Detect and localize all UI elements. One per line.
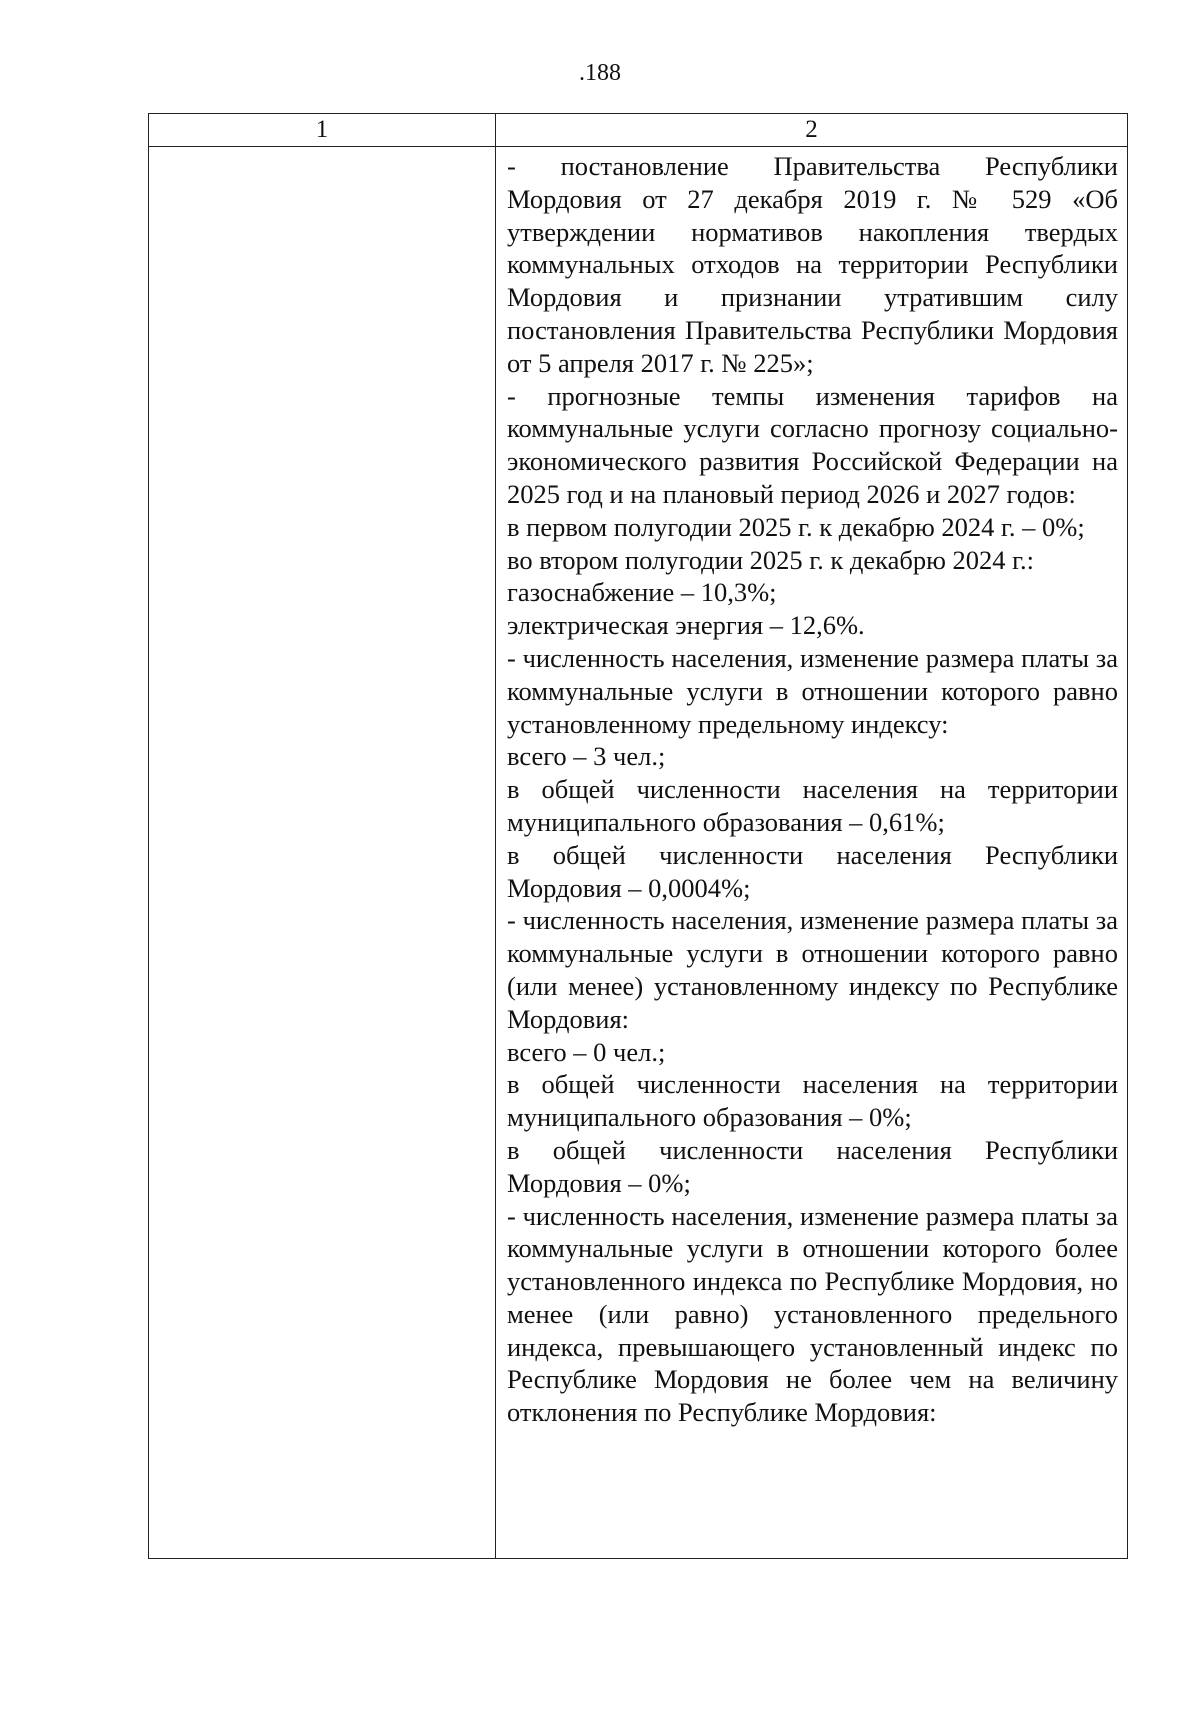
page-number: .188 (579, 60, 621, 86)
paragraph-municipal-share-1: в общей численности населения на территории муниципального образования – 0,61%; (507, 774, 1118, 837)
paragraph-total-0: всего – 0 чел.; (507, 1036, 666, 1067)
column-header-2: 2 (496, 114, 1128, 147)
table-header-row (149, 114, 1128, 147)
table-row (149, 147, 1128, 1559)
paragraph-first-half: в первом полугодии 2025 г. к декабрю 2024 г. – 0%; (507, 511, 1085, 542)
paragraph-tariff-forecast: - прогнозные темпы изменения тарифов на коммунальные услуги согласно прогнозу социально-экономического развития Российской Федерации на 2025 год и на плановый период 2026 и 2027 годов: (507, 380, 1118, 509)
paragraph-population-equal-or-less: - численность населения, изменение размера платы за коммунальные услуги в отношении которого равно (или менее) установленному индексу по Республике Мордовия: (507, 905, 1118, 1034)
column-1-cell (149, 147, 496, 1559)
paragraph-republic-share-1: в общей численности населения Республики Мордовия – 0,0004%; (507, 839, 1118, 903)
paragraph-population-above-index: - численность населения, изменение размера платы за коммунальные услуги в отношении которого более установленного индекса по Республике Мордовия, но менее (или равно) установленного предельного индекса, превышающего установленный индекс по Республике Мордовия не более чем на величину отклонения по Республике Мордовия: (507, 1200, 1118, 1428)
paragraph-second-half: во втором полугодии 2025 г. к декабрю 2024 г.: (507, 544, 1035, 575)
paragraph-municipal-share-2: в общей численности населения на территории муниципального образования – 0%; (507, 1069, 1118, 1133)
column-2-cell (496, 147, 1128, 1559)
column-header-1: 1 (149, 114, 496, 147)
document-table (148, 113, 1128, 1559)
paragraph-gas: газоснабжение – 10,3%; (507, 577, 777, 608)
paragraph-electricity: электрическая энергия – 12,6%. (507, 610, 865, 641)
paragraph-republic-share-2: в общей численности населения Республики Мордовия – 0%; (507, 1134, 1118, 1198)
paragraph-total-3: всего – 3 чел.; (507, 741, 666, 772)
paragraph-decree: - постановление Правительства Республики Мордовия от 27 декабря 2019 г. № 529 «Об утверждении нормативов накопления твердых коммунальных отходов на территории Республики Мордовия и признании утратившим силу постановления Правительства Республики Мордовия от 5 апреля 2017 г. № 225»; (507, 151, 1118, 378)
paragraph-population-equal-limit: - численность населения, изменение размера платы за коммунальные услуги в отношении которого равно установленному предельному индексу: (507, 642, 1118, 739)
